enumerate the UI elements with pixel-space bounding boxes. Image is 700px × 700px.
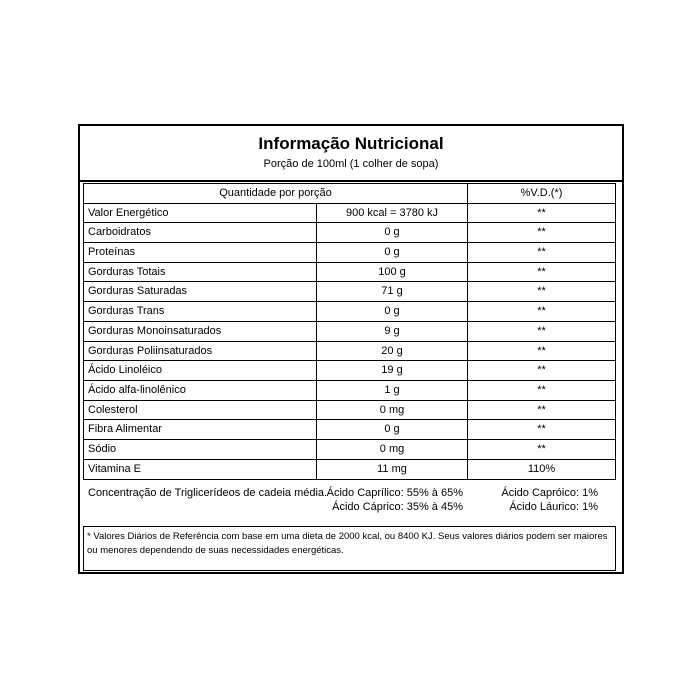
nutrient-vd: ** [537,324,546,337]
label-header [80,126,622,180]
caprilico-value: Ácido Caprílico: 55% à 65% [326,487,463,499]
nutrient-amount: 9 g [317,322,468,341]
nutrient-name: Gorduras Poliinsaturados [84,342,317,361]
table-row [84,401,615,421]
table-row [84,322,615,342]
table-row [84,420,615,440]
table-row [84,440,615,460]
nutrient-amount: 900 kcal = 3780 kJ [317,204,468,223]
nutrient-name: Proteínas [84,243,317,262]
header-divider [80,180,622,182]
nutrient-amount: 11 mg [317,460,468,480]
nutrient-amount: 0 g [317,420,468,439]
table-row [84,223,615,243]
nutrient-vd: ** [537,305,546,318]
nutrient-amount: 100 g [317,263,468,282]
table-header-row [84,184,615,204]
table-row [84,460,615,480]
table-row [84,381,615,401]
table-row [84,302,615,322]
concentration-label: Concentração de Triglicerídeos de cadeia média. [88,487,328,499]
footnote: * Valores Diários de Referência com base em uma dieta de 2000 kcal, ou 8400 KJ. Seus valores diários podem ser maiores ou menores dependendo de suas necessidades energéticas. [83,526,616,571]
concentration-acids-right [478,486,598,514]
nutrient-vd: ** [537,442,546,455]
nutrient-name: Valor Energético [84,204,317,223]
nutrient-amount: 19 g [317,361,468,380]
table-row [84,342,615,362]
nutrient-name: Gorduras Trans [84,302,317,321]
nutrition-table [83,183,616,480]
nutrient-vd: ** [537,226,546,239]
nutrient-amount: 71 g [317,282,468,301]
table-row [84,263,615,283]
concentration-acids-left [323,486,463,514]
nutrient-name: Carboidratos [84,223,317,242]
nutrient-name: Fibra Alimentar [84,420,317,439]
nutrient-amount: 0 g [317,223,468,242]
caproico-value: Ácido Capróico: 1% [501,487,598,499]
nutrient-vd: ** [537,265,546,278]
nutrient-name: Ácido Linoléico [84,361,317,380]
nutrient-amount: 0 mg [317,401,468,420]
nutrition-label [78,124,624,574]
table-row [84,361,615,381]
nutrient-vd: ** [537,344,546,357]
nutrient-amount: 20 g [317,342,468,361]
caprico-value: Ácido Cáprico: 35% à 45% [332,501,463,513]
nutrient-vd: ** [537,364,546,377]
concentration-block [83,485,616,521]
label-subtitle: Porção de 100ml (1 colher de sopa) [263,158,439,170]
nutrient-name: Gorduras Saturadas [84,282,317,301]
nutrient-vd: ** [537,423,546,436]
nutrient-vd: ** [537,383,546,396]
nutrient-name: Gorduras Monoinsaturados [84,322,317,341]
nutrient-name: Gorduras Totais [84,263,317,282]
nutrient-amount: 0 mg [317,440,468,459]
nutrient-name: Vitamina E [84,460,317,480]
nutrient-vd: ** [537,246,546,259]
nutrient-name: Sódio [84,440,317,459]
vd-header: %V.D.(*) [520,187,563,199]
table-row [84,282,615,302]
nutrient-amount: 1 g [317,381,468,400]
table-row [84,204,615,224]
nutrient-vd: ** [537,285,546,298]
nutrient-vd: ** [537,206,546,219]
quantity-header: Quantidade por porção [84,184,468,203]
label-title: Informação Nutricional [258,134,444,153]
laurico-value: Ácido Láurico: 1% [509,501,598,513]
nutrient-name: Ácido alfa-linolênico [84,381,317,400]
nutrient-amount: 0 g [317,302,468,321]
nutrient-vd: ** [537,403,546,416]
table-row [84,243,615,263]
nutrient-vd: 110% [527,462,556,475]
nutrient-name: Colesterol [84,401,317,420]
nutrient-amount: 0 g [317,243,468,262]
